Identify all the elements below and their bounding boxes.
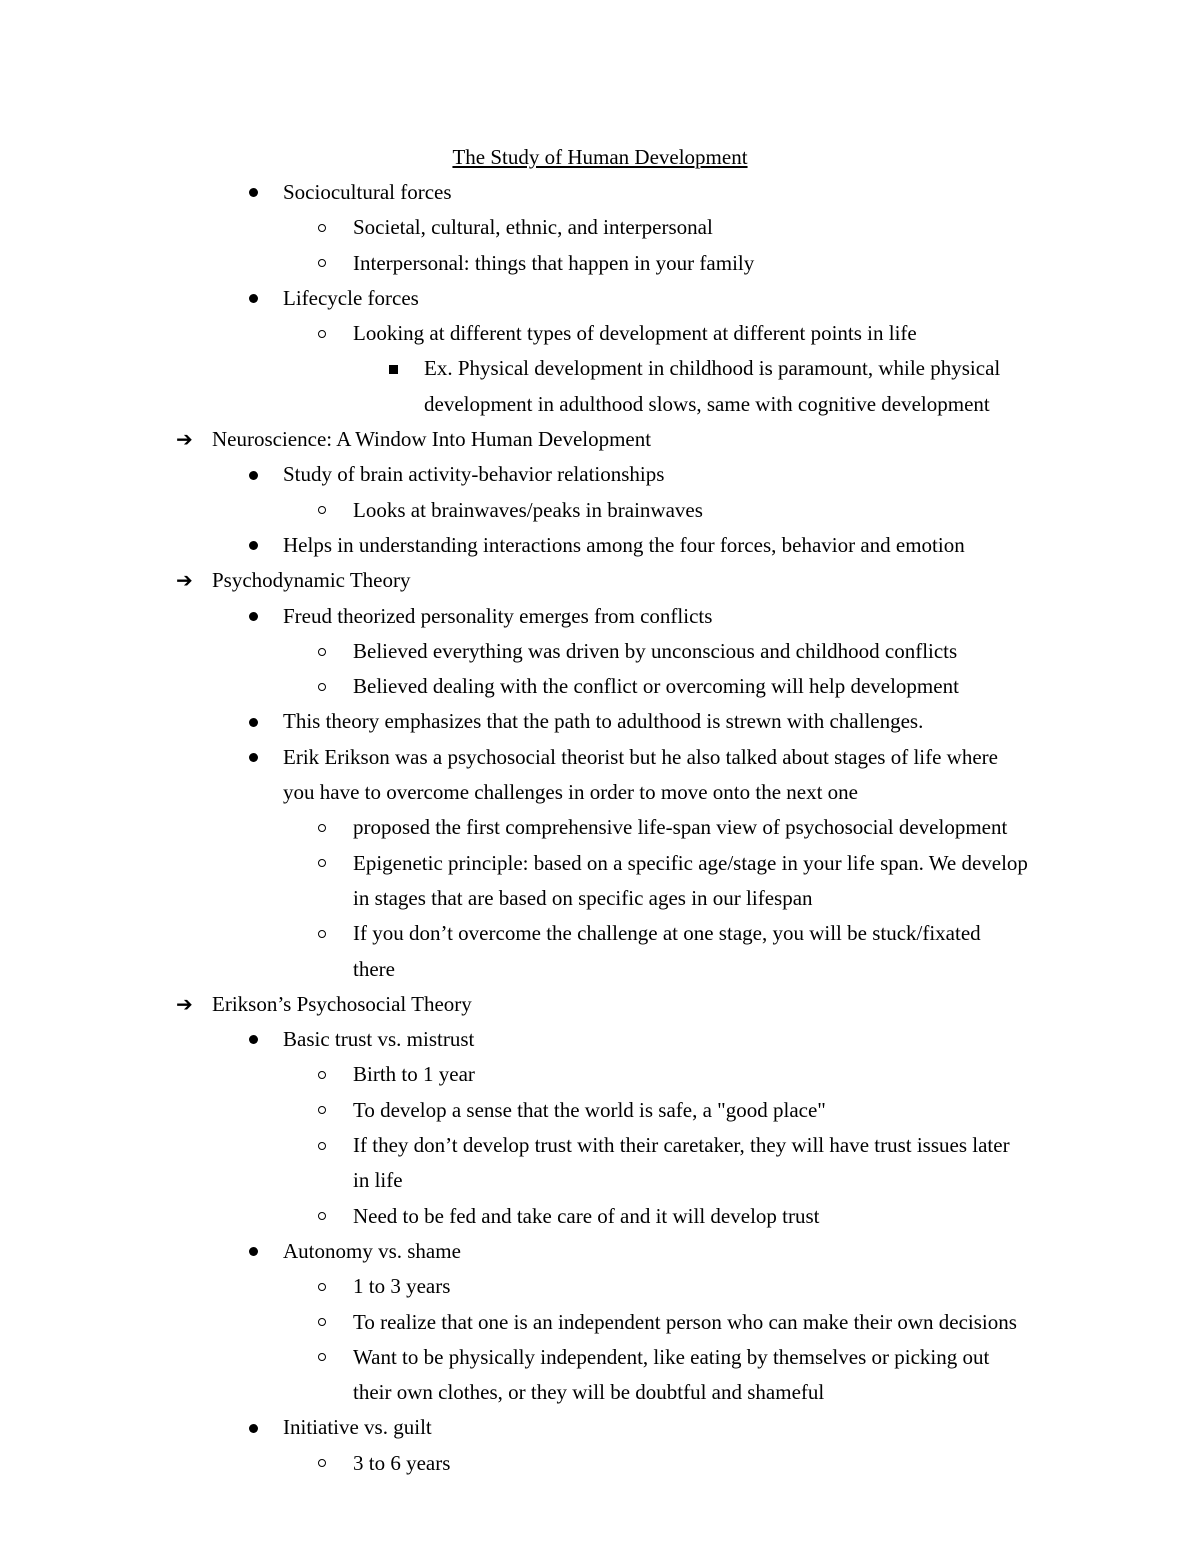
- bullet-icon: [249, 1022, 258, 1057]
- outline-item: [0, 599, 1200, 634]
- outline-item-text: Believed everything was driven by unconscious and childhood conflicts: [353, 638, 958, 663]
- outline-item-text: in stages that are based on specific ages in our lifespan: [353, 885, 813, 910]
- outline-item: [0, 422, 1200, 457]
- circle-bullet-icon: [318, 1446, 326, 1481]
- outline-item: [0, 1340, 1200, 1375]
- outline-item-text: Lifecycle forces: [283, 285, 419, 310]
- outline-item-continuation: [0, 775, 1200, 810]
- outline-item: [0, 210, 1200, 245]
- outline-item-text: Erikson’s Psychosocial Theory: [212, 991, 472, 1016]
- outline-item: [0, 1269, 1200, 1304]
- outline-item: [0, 1199, 1200, 1234]
- bullet-icon: [249, 740, 258, 775]
- bullet-icon: [249, 704, 258, 739]
- outline-item-text: Basic trust vs. mistrust: [283, 1027, 475, 1052]
- outline-item-text: To realize that one is an independent person who can make their own decisions: [353, 1309, 1017, 1334]
- outline-item-text: Looks at brainwaves/peaks in brainwaves: [353, 497, 703, 522]
- outline-item-text: Erik Erikson was a psychosocial theorist but he also talked about stages of life where: [283, 744, 998, 769]
- outline-item-text: Need to be fed and take care of and it will develop trust: [353, 1203, 820, 1228]
- outline-item-text: there: [353, 956, 395, 981]
- outline-item-continuation: [0, 952, 1200, 987]
- bullet-icon: [249, 457, 258, 492]
- outline-item-continuation: [0, 387, 1200, 422]
- arrow-icon: ➔: [176, 991, 193, 1016]
- outline-item-text: Epigenetic principle: based on a specific age/stage in your life span. We develop: [353, 850, 1028, 875]
- outline-item-text: Birth to 1 year: [353, 1062, 475, 1087]
- outline-item: [0, 493, 1200, 528]
- outline-item: [0, 457, 1200, 492]
- outline-item: [0, 846, 1200, 881]
- outline-item-text: Want to be physically independent, like eating by themselves or picking out: [353, 1344, 990, 1369]
- bullet-icon: [249, 1234, 258, 1269]
- outline-item: [0, 1410, 1200, 1445]
- outline-item-text: Autonomy vs. shame: [283, 1238, 461, 1263]
- circle-bullet-icon: [318, 634, 326, 669]
- outline-item: [0, 704, 1200, 739]
- circle-bullet-icon: [318, 1199, 326, 1234]
- outline-item-text: Initiative vs. guilt: [283, 1415, 432, 1440]
- outline-item-text: Sociocultural forces: [283, 180, 452, 204]
- outline-item: [0, 175, 1200, 210]
- outline-item: [0, 1057, 1200, 1092]
- outline-item-text: Societal, cultural, ethnic, and interpersonal: [353, 215, 713, 240]
- outline-item-continuation: [0, 1375, 1200, 1410]
- outline-item: [0, 1128, 1200, 1163]
- circle-bullet-icon: [318, 846, 326, 881]
- outline-item: [0, 740, 1200, 775]
- outline-item: [0, 987, 1200, 1022]
- outline-item-text: 1 to 3 years: [353, 1274, 451, 1299]
- outline-item-text: Neuroscience: A Window Into Human Development: [212, 427, 652, 452]
- outline-item-text: development in adulthood slows, same with cognitive development: [424, 391, 990, 416]
- circle-bullet-icon: [318, 1340, 326, 1375]
- circle-bullet-icon: [318, 246, 326, 281]
- outline-list: [0, 175, 1200, 1481]
- circle-bullet-icon: [318, 316, 326, 351]
- bullet-icon: [249, 175, 258, 210]
- outline-item-text: proposed the first comprehensive life-span view of psychosocial development: [353, 815, 1008, 840]
- outline-item-continuation: [0, 881, 1200, 916]
- outline-item-text: Helps in understanding interactions among the four forces, behavior and emotion: [283, 532, 965, 557]
- circle-bullet-icon: [318, 1305, 326, 1340]
- outline-item: [0, 316, 1200, 351]
- outline-item: [0, 1446, 1200, 1481]
- circle-bullet-icon: [318, 1093, 326, 1128]
- outline-item: [0, 351, 1200, 386]
- outline-item: [0, 1305, 1200, 1340]
- outline-item-text: To develop a sense that the world is safe, a "good place": [353, 1097, 826, 1122]
- document-title: The Study of Human Development: [452, 145, 748, 169]
- outline-item-text: Looking at different types of development at different points in life: [353, 321, 917, 346]
- outline-item-text: If you don’t overcome the challenge at one stage, you will be stuck/fixated: [353, 921, 981, 946]
- outline-item-text: in life: [353, 1168, 403, 1193]
- circle-bullet-icon: [318, 210, 326, 245]
- outline-item-text: This theory emphasizes that the path to adulthood is strewn with challenges.: [283, 709, 924, 734]
- outline-item: [0, 1093, 1200, 1128]
- bullet-icon: [249, 1410, 258, 1445]
- outline-item: [0, 246, 1200, 281]
- circle-bullet-icon: [318, 1269, 326, 1304]
- arrow-icon: ➔: [176, 427, 193, 452]
- arrow-icon: ➔: [176, 568, 193, 593]
- circle-bullet-icon: [318, 493, 326, 528]
- circle-bullet-icon: [318, 1057, 326, 1092]
- bullet-icon: [249, 599, 258, 634]
- outline-item-text: Freud theorized personality emerges from conflicts: [283, 603, 713, 628]
- outline-item-text: Ex. Physical development in childhood is paramount, while physical: [424, 356, 1001, 381]
- outline-item-text: you have to overcome challenges in order to move onto the next one: [283, 780, 858, 805]
- outline-item: [0, 281, 1200, 316]
- outline-item: [0, 669, 1200, 704]
- outline-item-text: Interpersonal: things that happen in your family: [353, 250, 755, 275]
- outline-item-continuation: [0, 1163, 1200, 1198]
- outline-item-text: 3 to 6 years: [353, 1450, 451, 1475]
- outline-item: [0, 810, 1200, 845]
- outline-item-text: Believed dealing with the conflict or overcoming will help development: [353, 674, 959, 699]
- circle-bullet-icon: [318, 669, 326, 704]
- outline-item-text: their own clothes, or they will be doubtful and shameful: [353, 1380, 825, 1405]
- outline-item: [0, 1234, 1200, 1269]
- outline-item: [0, 563, 1200, 598]
- outline-item: [0, 916, 1200, 951]
- outline-item: [0, 528, 1200, 563]
- circle-bullet-icon: [318, 810, 326, 845]
- circle-bullet-icon: [318, 916, 326, 951]
- outline-item: [0, 634, 1200, 669]
- outline-item-text: Study of brain activity-behavior relationships: [283, 462, 665, 487]
- outline-item: [0, 1022, 1200, 1057]
- bullet-icon: [249, 528, 258, 563]
- circle-bullet-icon: [318, 1128, 326, 1163]
- square-bullet-icon: [389, 351, 398, 386]
- outline-item-text: If they don’t develop trust with their caretaker, they will have trust issues later: [353, 1133, 1010, 1158]
- outline-item-text: Psychodynamic Theory: [212, 568, 411, 593]
- bullet-icon: [249, 281, 258, 316]
